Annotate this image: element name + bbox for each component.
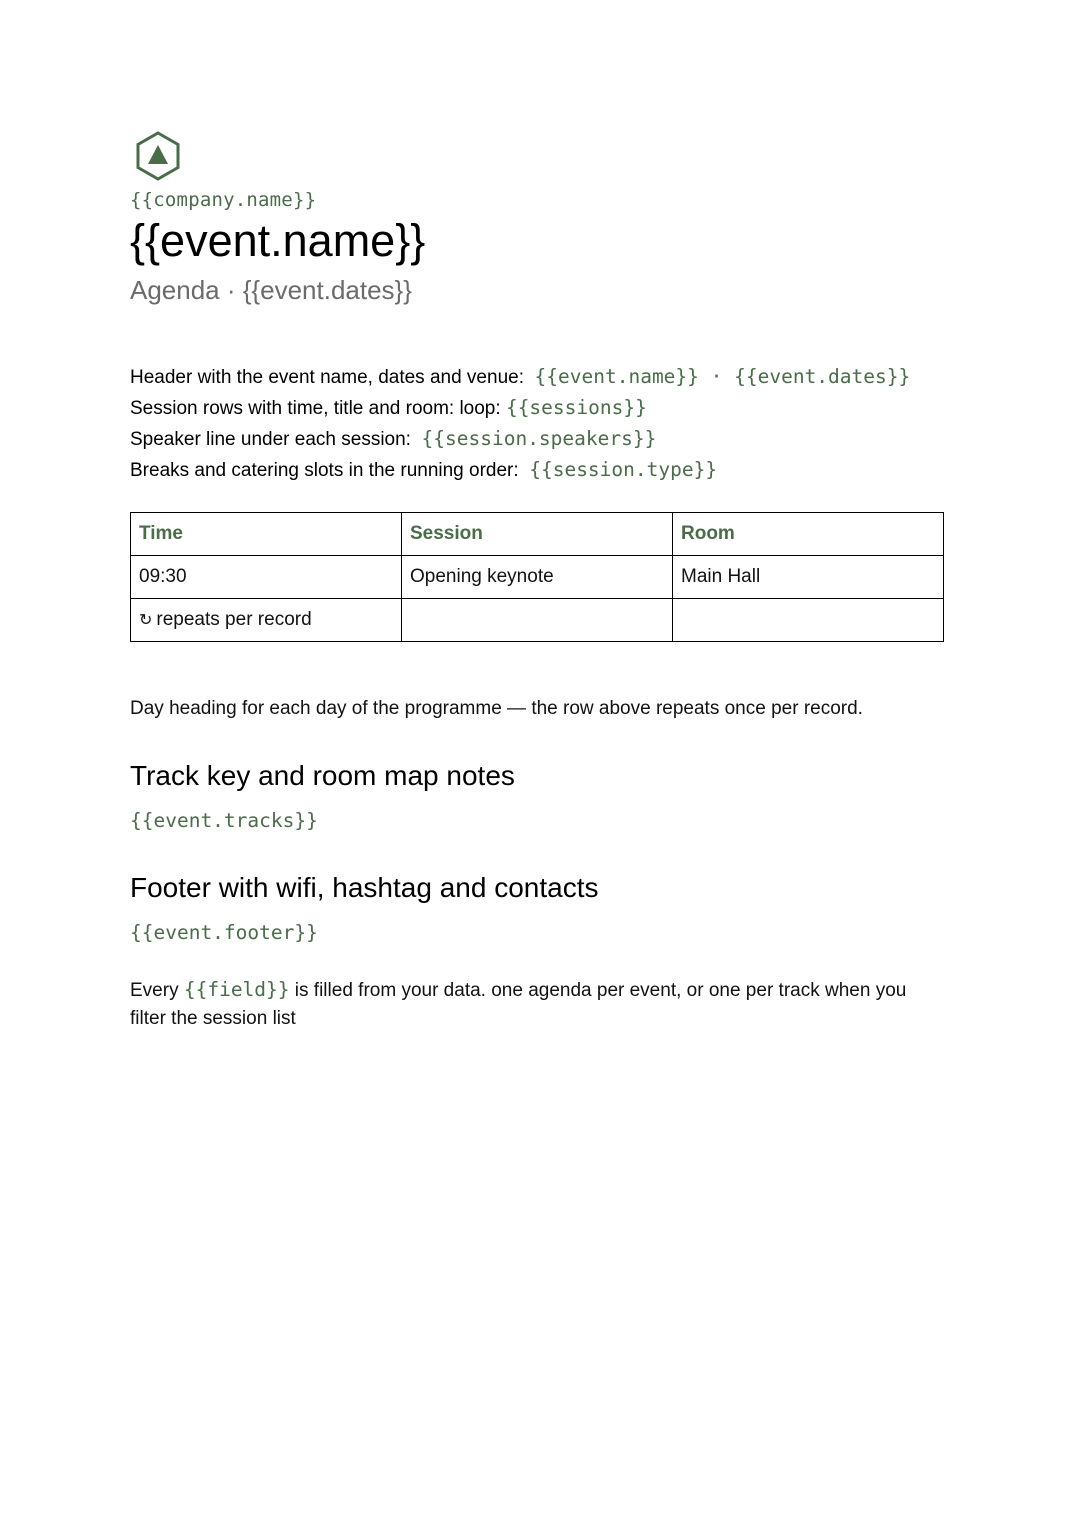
tracks-placeholder: {{event.tracks}}: [130, 809, 318, 832]
empty-cell: [673, 599, 944, 642]
footer-suffix: is filled from your data. one agenda per event, or one per track when you filter the session list: [130, 980, 907, 1029]
repeat-row: [131, 599, 944, 642]
field-label: Breaks and catering slots in the running order:: [130, 460, 519, 481]
cell-time: 09:30: [131, 556, 402, 599]
field-line: [130, 424, 944, 455]
field-line: [130, 393, 944, 424]
table-row: [131, 556, 944, 599]
field-placeholder: {{session.type}}: [529, 458, 718, 481]
field-label: Header with the event name, dates and venue:: [130, 367, 524, 388]
field-line: [130, 455, 944, 486]
field-placeholder: {{field}}: [183, 978, 290, 1001]
field-label: Speaker line under each session:: [130, 429, 411, 450]
footer-placeholder: {{event.footer}}: [130, 921, 318, 944]
empty-cell: [402, 599, 673, 642]
field-label: Session rows with time, title and room: loop:: [130, 398, 501, 419]
column-header-time: Time: [131, 513, 402, 556]
field-placeholder: {{event.name}} · {{event.dates}}: [534, 365, 911, 388]
footer-prefix: Every: [130, 980, 184, 1001]
event-title: {{event.name}}: [130, 215, 426, 266]
field-line: [130, 362, 944, 393]
repeat-label: repeats per record: [156, 609, 312, 630]
footer-explanation: [130, 976, 944, 1033]
day-heading-note: Day heading for each day of the programme — the row above repeats once per record.: [130, 698, 863, 719]
repeat-icon: ↻: [139, 612, 153, 629]
column-header-session: Session: [402, 513, 673, 556]
column-header-room: Room: [673, 513, 944, 556]
section-heading-track-key: Track key and room map notes: [130, 760, 515, 791]
cell-room: Main Hall: [673, 556, 944, 599]
table-header-row: [131, 513, 944, 556]
cell-session: Opening keynote: [402, 556, 673, 599]
hexagon-triangle-logo-icon: [133, 131, 183, 181]
agenda-template-page: [130, 131, 944, 1033]
section-heading-footer: Footer with wifi, hashtag and contacts: [130, 872, 599, 903]
repeat-cell: [131, 599, 402, 642]
field-placeholder: {{session.speakers}}: [421, 427, 657, 450]
field-list: [130, 362, 944, 486]
agenda-subtitle: Agenda · {{event.dates}}: [130, 275, 412, 305]
field-placeholder: {{sessions}}: [505, 396, 647, 419]
session-table: [130, 512, 944, 642]
company-name-placeholder: {{company.name}}: [130, 189, 317, 211]
